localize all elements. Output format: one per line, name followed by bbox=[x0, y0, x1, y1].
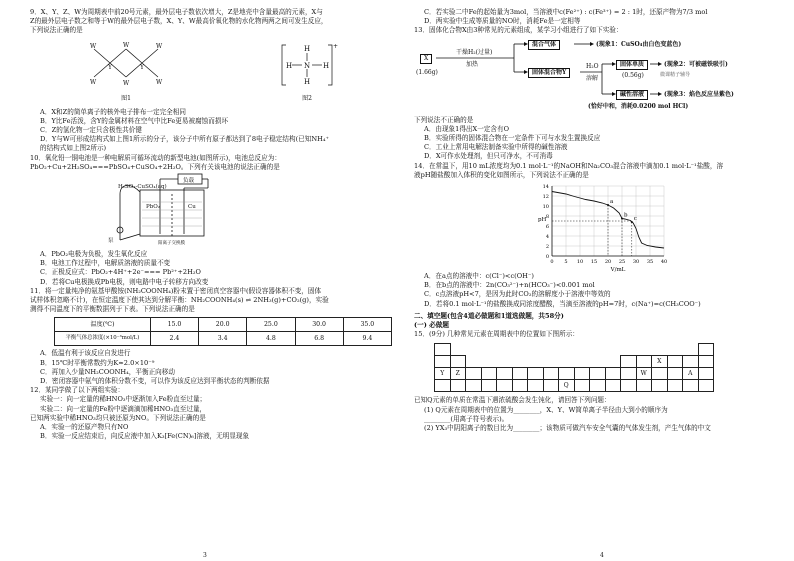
q11-line: 11．将一定量纯净的氨基甲酸铵(NH₂COONH₄)粉末置于密闭真空容器中(假设容器体积不变，固体 bbox=[30, 286, 322, 295]
q9-option-b: B．Y比Fe活泼，含Y的金属材料在空气中比Fe更易被腐蚀而损坏 bbox=[40, 116, 229, 125]
table-cell bbox=[621, 380, 637, 392]
pbo2-label: PbO₂ bbox=[146, 204, 160, 211]
q11-option-d: D．密闭容器中氨气的体积分数不变，可以作为该反应达到平衡状态的判断依据 bbox=[40, 377, 270, 386]
svg-text:N: N bbox=[304, 62, 311, 71]
required-subheading: (一) 必做题 bbox=[414, 321, 449, 330]
x-tick-label: 10 bbox=[576, 259, 584, 266]
table-cell: X bbox=[652, 356, 668, 368]
q9-option-d-cont: 的结构式如上图2所示) bbox=[40, 144, 107, 153]
table-cell: Z bbox=[450, 368, 466, 380]
table-cell bbox=[481, 380, 497, 392]
table-cell bbox=[450, 356, 466, 368]
table-row bbox=[435, 344, 714, 356]
periodic-table-fragment bbox=[434, 343, 714, 392]
q10-option-c: C．正极反应式：PbO₂+4H⁺+2e⁻=== Pb²⁺+2H₂O bbox=[40, 268, 201, 277]
svg-text:H: H bbox=[304, 78, 311, 87]
titration-chart bbox=[534, 180, 674, 272]
table-cell: 2.4 bbox=[150, 332, 198, 346]
table-cell: 20.0 bbox=[199, 318, 247, 332]
svg-text:Y: Y bbox=[140, 64, 144, 72]
q10-line: 10．氧化铅一铜电池是一种电解质可循环流动的新型电池(如图所示)，电池总反应为： bbox=[30, 153, 281, 162]
point-label: b bbox=[624, 212, 628, 219]
y-tick-label: 4 bbox=[545, 234, 549, 241]
q12-option-b: B．实验一反应结束后，向反应液中加入K₃[Fe(CN)₆]溶液，无明显现象 bbox=[40, 432, 250, 441]
q15-line: 15．(9分) 几种常见元素在周期表中的位置如下图所示： bbox=[414, 330, 579, 339]
table-header-cell: 温度(℃) bbox=[55, 318, 151, 332]
table-cell: 25.0 bbox=[247, 318, 295, 332]
y-axis-label: pH bbox=[538, 217, 547, 224]
q14-option-d: D．若将0.1 mol·L⁻¹的盐酸换成同浓度醋酸，当滴至溶液的pH=7时，c(Na⁺)=c(CH₃COO⁻) bbox=[424, 299, 701, 308]
table-header-cell: 平衡气体总浓度(×10⁻³mol/L) bbox=[55, 332, 151, 346]
y-tick-label: 6 bbox=[545, 224, 549, 231]
q13-option-c: C．工业上常用电解法制备实验中所得的碱性溶液 bbox=[424, 143, 568, 152]
table-cell bbox=[559, 368, 575, 380]
section-2-heading: 二、填空题(包含4道必做题和1道选做题，共58分) bbox=[414, 311, 564, 320]
table-cell bbox=[636, 356, 652, 368]
q10-figure bbox=[100, 172, 392, 250]
q9-line: Z的最外层电子数之和等于W的最外层电子数，X、Y、W最高价氧化物的水化物两两之间可发生反应， bbox=[30, 17, 328, 26]
svg-text:H: H bbox=[323, 62, 330, 71]
table-cell bbox=[698, 344, 714, 356]
q12-line: 实验二：向一定量的Fe粉中逐滴滴加稀HNO₃直至过量， bbox=[40, 404, 207, 413]
svg-text:+: + bbox=[333, 43, 339, 51]
compound-x-box: X bbox=[420, 54, 432, 64]
q12-option-a: A．实验一的还原产物只有NO bbox=[40, 423, 129, 432]
q13-question: 下列说法不正确的是 bbox=[414, 115, 474, 124]
q13-option-b: B．实验所得的固体混合物在一定条件下可与水发生置换反应 bbox=[424, 134, 601, 143]
table-cell bbox=[512, 380, 528, 392]
table-cell: 15.0 bbox=[150, 318, 198, 332]
compound-x-mass: (1.66g) bbox=[416, 68, 438, 76]
figure-1-caption: 图1 bbox=[121, 95, 131, 103]
table-cell bbox=[450, 380, 466, 392]
table-cell: Q bbox=[559, 380, 575, 392]
q13-option-d: D．X可作水处理剂，但只可净水，不可消毒 bbox=[424, 152, 553, 161]
equilibrium-table bbox=[54, 317, 392, 346]
neutralization-note: (恰好中和，消耗0.0200 mol HCl) bbox=[588, 102, 689, 110]
svg-text:W: W bbox=[156, 79, 163, 87]
watermark-text: 微课精子辅导 bbox=[660, 71, 691, 78]
table-cell bbox=[543, 380, 559, 392]
q15-line: 已知Q元素的单质在常温下遇浓硫酸会发生钝化，请回答下列问题： bbox=[414, 396, 611, 405]
table-cell bbox=[683, 380, 699, 392]
table-cell bbox=[481, 368, 497, 380]
table-cell: 35.0 bbox=[343, 318, 391, 332]
table-cell bbox=[497, 380, 513, 392]
data-point bbox=[631, 221, 633, 223]
table-cell bbox=[605, 368, 621, 380]
table-cell bbox=[652, 380, 668, 392]
x-tick-label: 0 bbox=[550, 259, 554, 266]
table-row bbox=[435, 356, 714, 368]
svg-text:W: W bbox=[90, 43, 97, 51]
y-tick-label: 14 bbox=[542, 184, 549, 191]
svg-text:W: W bbox=[123, 80, 130, 88]
observation-3: (现象3：焰色反应呈紫色) bbox=[664, 90, 734, 98]
q14-option-c: C．c点溶液pH<7，是因为此时CO₂的溶解度小于溶液中等效的 bbox=[424, 290, 611, 299]
table-cell bbox=[435, 356, 451, 368]
table-cell: W bbox=[636, 368, 652, 380]
q14-line: 14．在常温下，用10 mL浓度均为0.1 mol·L⁻¹的NaOH和Na₂CO₃混合溶液中滴加0.1 mol·L⁻¹盐酸，溶 bbox=[414, 161, 724, 170]
q11-line: 测得不同温度下的平衡数据列于下表。下列说法正确的是 bbox=[30, 305, 195, 314]
table-cell bbox=[698, 356, 714, 368]
table-cell bbox=[667, 356, 683, 368]
q12-option-d: D．两实验中生成等质量的NO时，消耗Fe是一定相等 bbox=[424, 17, 581, 26]
q13-line: 13．固体化合物X由3种常见的元素组成，某学习小组进行了如下实验： bbox=[414, 26, 623, 35]
table-cell bbox=[667, 380, 683, 392]
table-cell bbox=[621, 356, 637, 368]
water-label: H₂O bbox=[586, 62, 599, 70]
q14-option-b: B．在b点的溶液中：2n(CO₃²⁻)+n(HCO₃⁻)<0.001 mol bbox=[424, 281, 595, 290]
table-cell bbox=[698, 380, 714, 392]
battery-diagram bbox=[100, 172, 250, 248]
figure-1-molecule bbox=[80, 39, 172, 91]
q13-flowchart bbox=[414, 38, 772, 114]
table-cell bbox=[698, 368, 714, 380]
q9-option-a: A．X和Z的简单离子的核外电子排布一定完全相同 bbox=[40, 107, 186, 116]
solid-element-mass: (0.56g) bbox=[622, 71, 644, 79]
table-row bbox=[435, 380, 714, 392]
figure-2 bbox=[272, 39, 342, 103]
cu-label: Cu bbox=[188, 204, 196, 211]
table-row bbox=[55, 318, 392, 332]
table-cell bbox=[528, 368, 544, 380]
solution-label: H₂SO₄-CuSO₄(aq) bbox=[118, 184, 167, 191]
table-row bbox=[435, 368, 714, 380]
q12-line: 12．某同学做了以下两组实验： bbox=[30, 386, 125, 395]
y-tick-label: 2 bbox=[545, 244, 549, 251]
y-tick-label: 10 bbox=[542, 204, 549, 211]
table-cell bbox=[574, 380, 590, 392]
x-tick-label: 40 bbox=[660, 259, 668, 266]
page-number-right: 4 bbox=[600, 552, 604, 559]
point-label: a bbox=[610, 199, 614, 206]
q10-option-b: B．电池工作过程中，电解质溶液的质量不变 bbox=[40, 259, 171, 268]
q13-option-a: A．由现象1得出X一定含有O bbox=[424, 124, 509, 133]
dissolve-label: 溶解 bbox=[586, 74, 599, 82]
q10-option-d: D．若将Cu电极换成Pb电极，则电路中电子转移方向改变 bbox=[40, 277, 209, 286]
x-tick-label: 25 bbox=[618, 259, 626, 266]
table-cell bbox=[652, 368, 668, 380]
x-tick-label: 20 bbox=[604, 259, 612, 266]
figure-2-ammonium-structure bbox=[272, 39, 342, 91]
pump-label: 泵 bbox=[108, 238, 114, 245]
table-cell bbox=[497, 368, 513, 380]
figure-2-caption: 图2 bbox=[302, 95, 312, 103]
right-column bbox=[414, 8, 772, 433]
q15-sub2: (2) YX₃中阴阳离子的数目比为________；该物质可做汽车安全气囊的气体发生剂，产生气体的中文 bbox=[424, 424, 711, 433]
svg-text:W: W bbox=[90, 79, 97, 87]
table-cell bbox=[543, 368, 559, 380]
table-cell: 3.4 bbox=[199, 332, 247, 346]
titration-chart-wrap bbox=[414, 180, 772, 272]
table-cell bbox=[466, 380, 482, 392]
mixed-gas-box: 混合气体 bbox=[528, 40, 560, 50]
membrane-label: 阳离子交换膜 bbox=[158, 241, 185, 247]
x-tick-label: 15 bbox=[590, 259, 598, 266]
q12-option-c: C．若实验二中Fe的起始量为3mol，当溶液中c(Fe²⁺) : c(Fe³⁺) = 2 : 1时，还原产物为7/3 mol bbox=[424, 8, 708, 16]
q11-option-b: B．15℃时平衡常数约为K≈2.0×10⁻⁹ bbox=[40, 358, 155, 367]
data-point bbox=[621, 218, 623, 220]
q10-line: PbO₂+Cu+2H₂SO₄===PbSO₄+CuSO₄+2H₂O。下列有关该电池的说法正确的是 bbox=[30, 162, 280, 171]
observation-2: (现象2：可被磁铁吸引) bbox=[664, 60, 728, 68]
table-cell bbox=[435, 344, 451, 356]
reagent-label: 干燥H₂(过量) bbox=[456, 48, 493, 56]
solid-mixture-box: 固体混合物Y bbox=[528, 68, 570, 78]
load-label: 负载 bbox=[183, 178, 195, 185]
q11-option-c: C．再加入少量NH₂COONH₄，平衡正向移动 bbox=[40, 367, 175, 376]
q9-figures bbox=[30, 38, 392, 104]
table-cell: 30.0 bbox=[295, 318, 343, 332]
table-cell bbox=[466, 368, 482, 380]
table-cell bbox=[590, 368, 606, 380]
q9-line: 9．X、Y、Z、W为周期表中前20号元素，最外层电子数依次增大，Z是地壳中含量最高的元素，X与 bbox=[30, 8, 323, 16]
table-cell bbox=[512, 368, 528, 380]
q11-line: 试样体积忽略不计)，在恒定温度下使其达到分解平衡：NH₂COONH₄(s) ⇌ 2NH₃(g)+CO₂(g)，实验 bbox=[30, 296, 329, 305]
table-cell: 9.4 bbox=[343, 332, 391, 346]
table-cell bbox=[636, 380, 652, 392]
q12-line: 已知两实验中稀HNO₃均只被还原为NO。下列说法正确的是 bbox=[30, 413, 206, 422]
svg-text:W: W bbox=[123, 42, 130, 50]
x-tick-label: 5 bbox=[564, 259, 568, 266]
q9-option-d: D．Y与W可形成结构式如上图1所示的分子，该分子中所有原子都达到了8电子稳定结构(已知NH₄⁺ bbox=[40, 135, 329, 144]
table-cell: Y bbox=[435, 368, 451, 380]
y-tick-label: 0 bbox=[545, 254, 549, 261]
table-row bbox=[55, 332, 392, 346]
y-tick-label: 12 bbox=[542, 194, 549, 201]
q9-option-c: C．Z的氢化物一定只含极性共价键 bbox=[40, 126, 142, 135]
q14-line: 液pH随盐酸加入体积的变化如图所示，下列说法不正确的是 bbox=[414, 170, 589, 179]
x-tick-label: 35 bbox=[646, 259, 654, 266]
table-cell: 4.8 bbox=[247, 332, 295, 346]
page-number-left: 3 bbox=[203, 552, 207, 559]
svg-text:H: H bbox=[286, 62, 293, 71]
table-cell bbox=[683, 356, 699, 368]
data-point bbox=[607, 204, 609, 206]
svg-text:H: H bbox=[304, 45, 311, 54]
svg-text:Y: Y bbox=[108, 64, 112, 72]
y-tick-label: 8 bbox=[545, 214, 549, 221]
table-cell bbox=[574, 368, 590, 380]
point-label: c bbox=[633, 216, 637, 223]
x-tick-label: 30 bbox=[632, 259, 640, 266]
q11-option-a: A．低温有利于该反应自发进行 bbox=[40, 349, 131, 358]
q9-line: 下列说法正确的是 bbox=[30, 26, 83, 35]
solid-element-box: 固体单质 bbox=[616, 60, 648, 70]
basic-solution-box: 碱性溶液 bbox=[616, 90, 648, 100]
q10-option-a: A．PbO₂电极为负极，发生氧化反应 bbox=[40, 250, 148, 259]
q12-line: 实验一：向一定量的稀HNO₃中逐渐加入Fe粉直至过量； bbox=[40, 395, 207, 404]
table-cell bbox=[621, 368, 637, 380]
left-column bbox=[30, 8, 392, 441]
heat-label: 加热 bbox=[466, 60, 479, 68]
table-cell bbox=[667, 368, 683, 380]
figure-1 bbox=[80, 39, 172, 103]
table-cell bbox=[435, 380, 451, 392]
table-cell: A bbox=[683, 368, 699, 380]
table-cell bbox=[605, 380, 621, 392]
q14-option-a: A．在a点的溶液中：c(Cl⁻)<c(OH⁻) bbox=[424, 272, 534, 281]
q15-sub1: (1) Q元素在周期表中的位置为________，X、Y、W简单离子半径由大到小的顺序为 bbox=[424, 405, 668, 414]
table-cell: 6.8 bbox=[295, 332, 343, 346]
svg-text:W: W bbox=[156, 43, 163, 51]
table-cell bbox=[590, 380, 606, 392]
x-axis-label: V/mL bbox=[610, 267, 626, 273]
observation-1: (现象1：CuSO₄由白色变蓝色) bbox=[596, 40, 682, 48]
table-cell bbox=[528, 380, 544, 392]
q15-sub1-cont: ________(用离子符号表示)。 bbox=[424, 414, 509, 423]
